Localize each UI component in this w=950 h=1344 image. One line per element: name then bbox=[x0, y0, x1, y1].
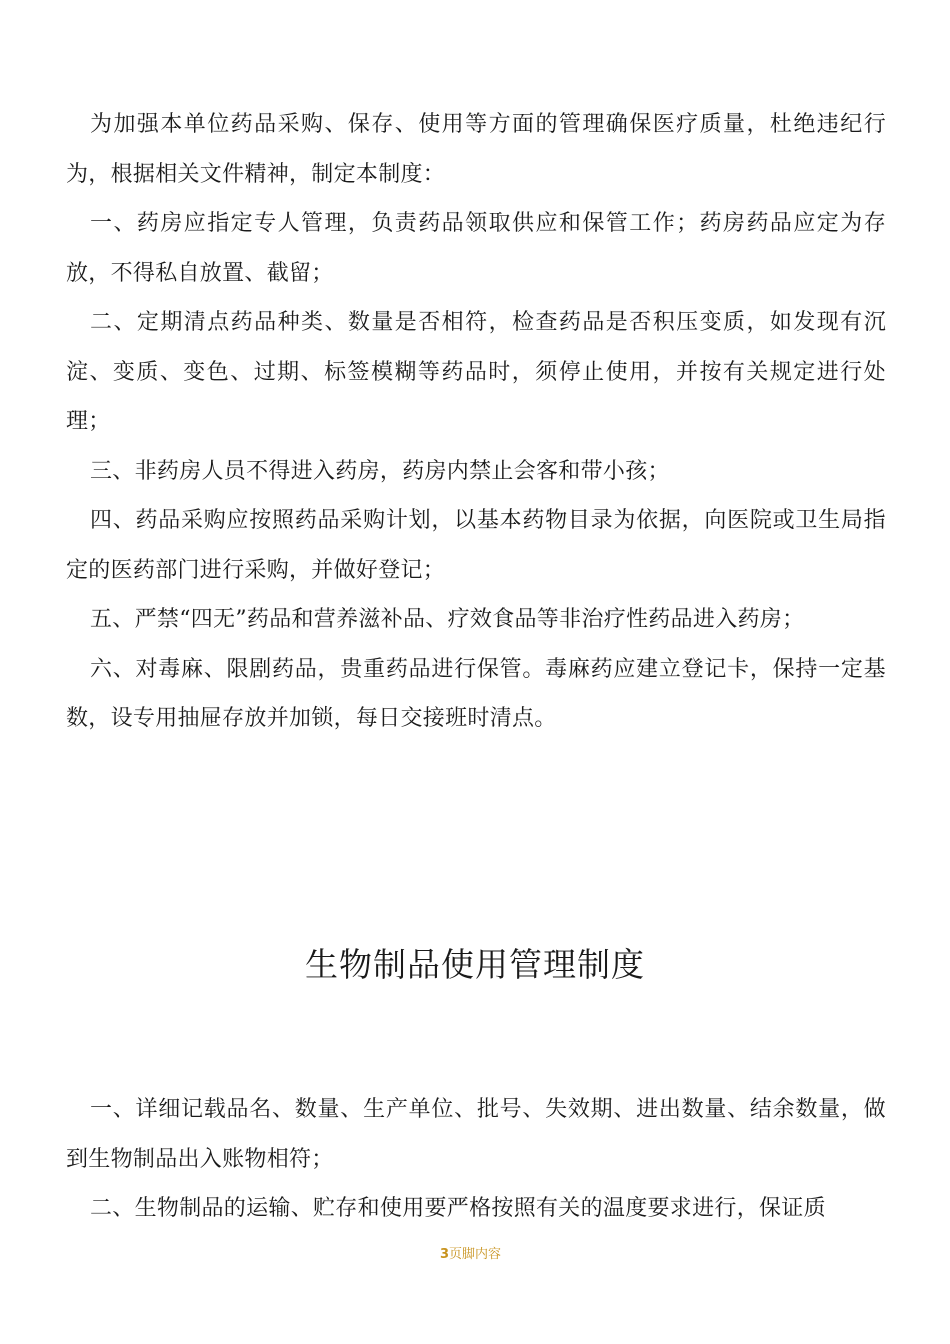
page-footer bbox=[440, 1245, 510, 1264]
rule-item-6: 六、对毒麻、限剧药品，贵重药品进行保管。毒麻药应建立登记卡，保持一定基数，设专用抽屉存放并加锁，每日交接班时清点。 bbox=[66, 656, 886, 731]
rule-item-1: 一、药房应指定专人管理，负责药品领取供应和保管工作；药房药品应定为存放，不得私自放置、截留； bbox=[66, 211, 886, 286]
rule-item-5: 五、严禁“四无”药品和营养滋补品、疗效食品等非治疗性药品进入药房； bbox=[90, 607, 805, 632]
rule-item-4: 四、药品采购应按照药品采购计划，以基本药物目录为依据，向医院或卫生局指定的医药部门进行采购，并做好登记； bbox=[66, 508, 886, 583]
rule-item-3: 三、非药房人员不得进入药房，药房内禁止会客和带小孩； bbox=[90, 458, 670, 484]
intro-paragraph: 为加强本单位药品采购、保存、使用等方面的管理确保医疗质量，杜绝违纪行为，根据相关文件精神，制定本制度： bbox=[66, 112, 886, 187]
biologics-rule-item-1: 一、详细记载品名、数量、生产单位、批号、失效期、进出数量、结余数量，做到生物制品出入账物相符； bbox=[66, 1097, 886, 1172]
biologics-management-rules bbox=[66, 1085, 886, 1234]
biologics-rule-item-2: 二、生物制品的运输、贮存和使用要严格按照有关的温度要求进行，保证质 bbox=[90, 1196, 826, 1221]
drug-management-rules bbox=[66, 100, 886, 744]
footer-label: 页脚内容 bbox=[449, 1247, 502, 1262]
rule-item-2: 二、定期清点药品种类、数量是否相符，检查药品是否积压变质，如发现有沉淀、变质、变色、过期、标签模糊等药品时，须停止使用，并按有关规定进行处理； bbox=[66, 310, 886, 434]
section-title: 生物制品使用管理制度 bbox=[305, 945, 645, 984]
page-number: 3 bbox=[440, 1247, 450, 1262]
